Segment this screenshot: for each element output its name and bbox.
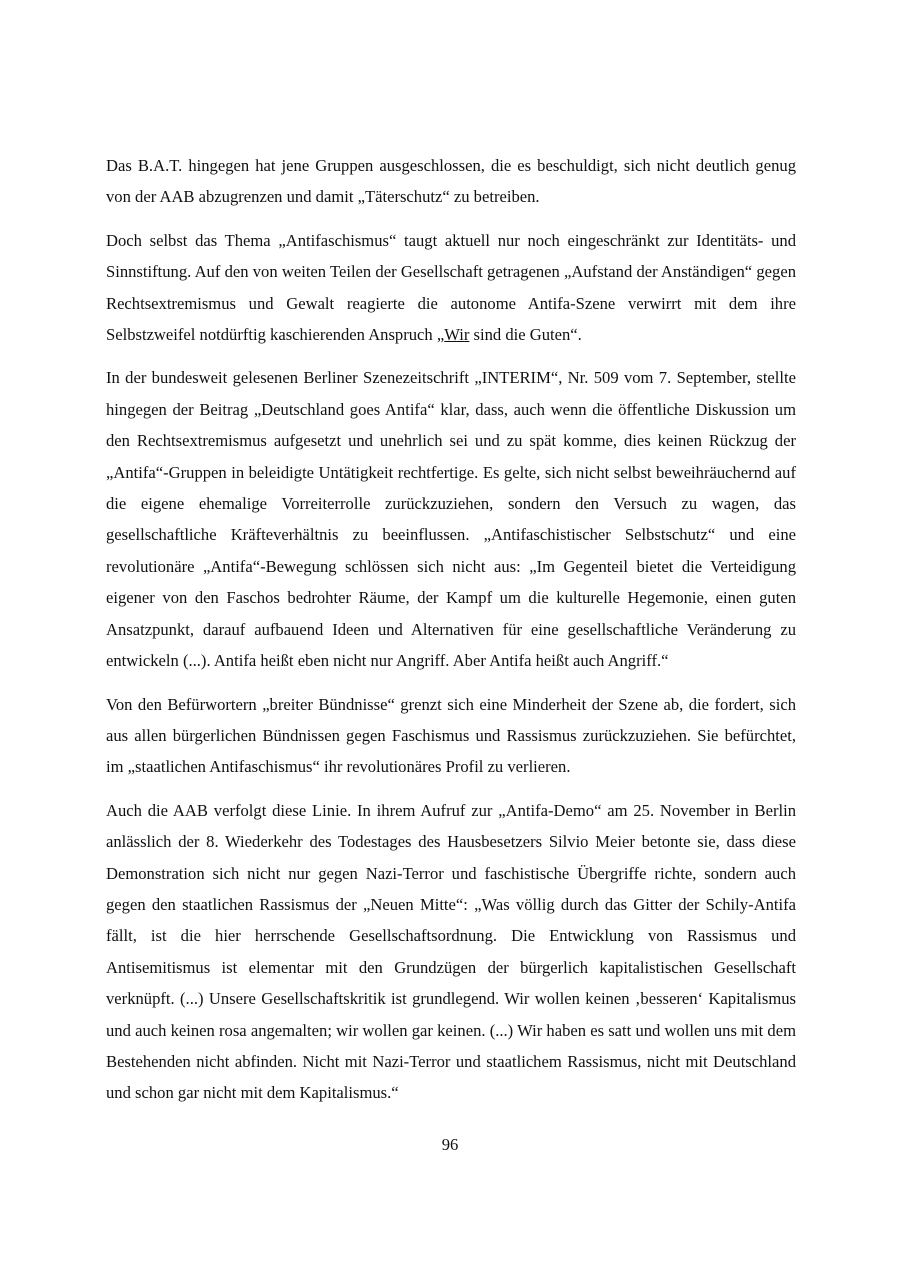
- paragraph-2: [106, 225, 796, 351]
- paragraph-3: In der bundesweit gelesenen Berliner Szenezeitschrift „INTERIM“, Nr. 509 vom 7. September, stellte hingegen der Beitrag „Deutschland goes Antifa“ klar, dass, auch wenn die öffentliche Diskussion um den Rechtsextremismus aufgesetzt und unehrlich sei und zu spät komme, dies keinen Rückzug der „Antifa“-Gruppen in beleidigte Untätigkeit rechtfertige. Es gelte, sich nicht selbst beweihräuchernd auf die eigene ehemalige Vorreiterrolle zurückzuziehen, sondern den Versuch zu wagen, das gesellschaftliche Kräfteverhältnis zu beeinflussen. „Antifaschistischer Selbstschutz“ und eine revolutionäre „Antifa“-Bewegung schlössen sich nicht aus: „Im Gegenteil bietet die Verteidigung eigener von den Faschos bedrohter Räume, der Kampf um die kulturelle Hegemonie, einen guten Ansatzpunkt, darauf aufbauend Ideen und Alternativen für eine gesellschaftliche Veränderung zu entwickeln (...). Antifa heißt eben nicht nur Angriff. Aber Antifa heißt auch Angriff.“: [106, 368, 796, 671]
- paragraph-2-underlined-word: Wir: [444, 325, 470, 345]
- page-number: 96: [441, 1135, 459, 1154]
- paragraph-2-text-before: Doch selbst das Thema „Antifaschismus“ taugt aktuell nur noch eingeschränkt zur Identitäts- und Sinnstiftung. Auf den von weiten Teilen der Gesellschaft getragenen „Aufstand der Anständigen“ gegen Rechtsextremismus und Gewalt reagierte die autonome Antifa-Szene verwirrt mit dem ihre Selbstzweifel notdürftig kaschierenden Anspruch „: [106, 230, 796, 345]
- paragraph-5: Auch die AAB verfolgt diese Linie. In ihrem Aufruf zur „Antifa-Demo“ am 25. November in Berlin anlässlich der 8. Wiederkehr des Todestages des Hausbesetzers Silvio Meier betonte sie, dass diese Demonstration sich nicht nur gegen Nazi-Terror und faschistische Übergriffe richte, sondern auch gegen den staatlichen Rassismus der „Neuen Mitte“: „Was völlig durch das Gitter der Schily-Antifa fällt, ist die hier herrschende Gesellschaftsordnung. Die Entwicklung von Rassismus und Antisemitismus ist elementar mit den Grundzügen der bürgerlich kapitalistischen Gesellschaft verknüpft. (...) Unsere Gesellschaftskritik ist grundlegend. Wir wollen keinen ‚besseren‘ Kapitalismus und auch keinen rosa angemalten; wir wollen gar keinen. (...) Wir haben es satt und wollen uns mit dem Bestehenden nicht abfinden. Nicht mit Nazi-Terror und staatlichem Rassismus, nicht mit Deutschland und schon gar nicht mit dem Kapitalismus.“: [106, 800, 796, 1103]
- paragraph-1: Das B.A.T. hingegen hat jene Gruppen ausgeschlossen, die es beschuldigt, sich nicht deutlich genug von der AAB abzugrenzen und damit „Täterschutz“ zu betreiben.: [106, 156, 796, 207]
- paragraph-2-text-after: sind die Guten“.: [469, 325, 582, 345]
- paragraph-4: Von den Befürwortern „breiter Bündnisse“ grenzt sich eine Minderheit der Szene ab, die fordert, sich aus allen bürgerlichen Bündnissen gegen Faschismus und Rassismus zurückzuziehen. Sie befürchtet, im „staatlichen Antifaschismus“ ihr revolutionäres Profil zu verlieren.: [106, 694, 796, 777]
- document-body: [106, 150, 796, 1109]
